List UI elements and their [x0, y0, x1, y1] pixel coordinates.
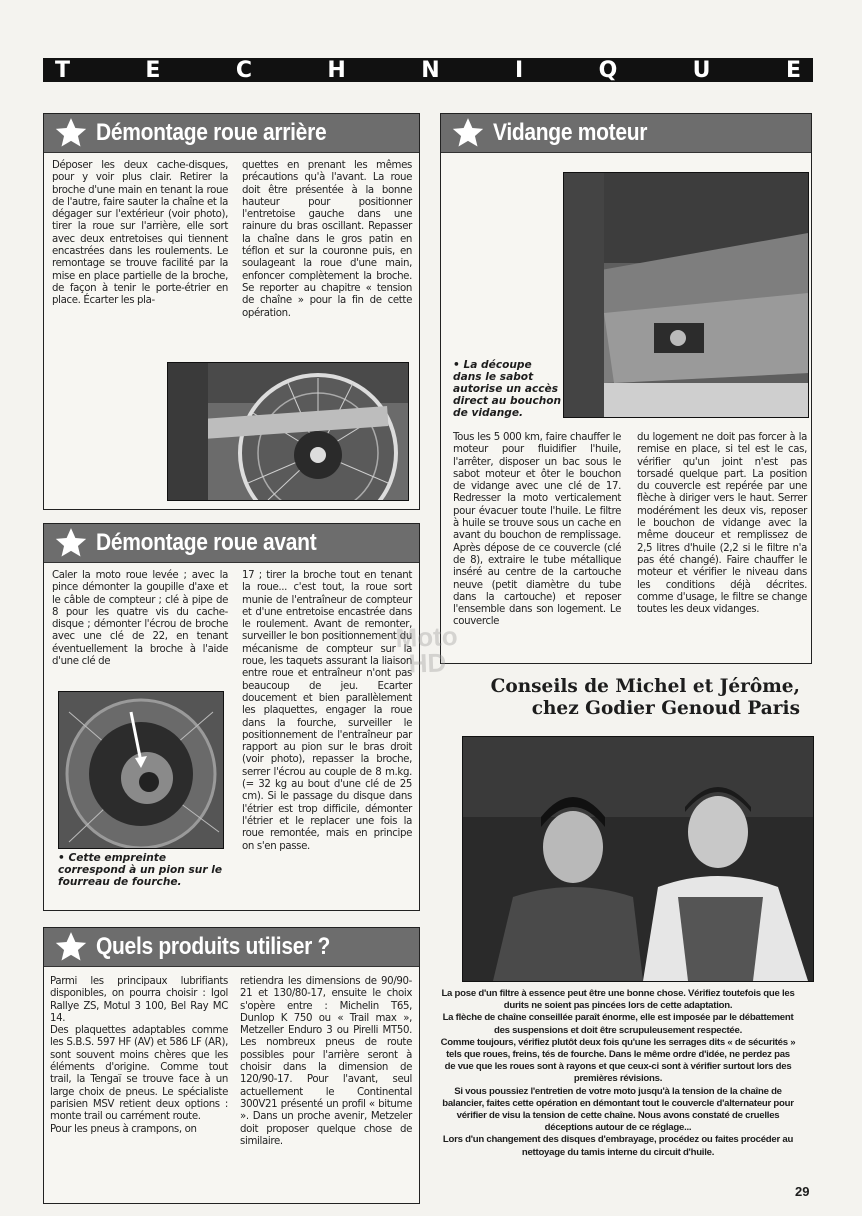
rear-wheel-photo — [167, 362, 409, 501]
mechanics-image — [463, 737, 813, 981]
section-title: Démontage roue avant — [96, 529, 317, 556]
section-title: Démontage roue arrière — [96, 119, 327, 146]
photo-caption: • Cette empreinte correspond à un pion sur le fourreau de fourche. — [58, 852, 223, 888]
oil-change-box — [440, 113, 812, 664]
rear-wheel-box — [43, 113, 420, 510]
banner-letter: C — [235, 57, 252, 83]
banner-letter: I — [515, 57, 524, 83]
body-text-column: retiendra les dimensions de 90/90-21 et 130/80-17, ensuite le choix s'opère entre : Michelin T65, Dunlop K 750 ou « Trail max », Metzeller Enduro 3 ou Pirelli MT50. Les nombreux pneus de route possibles pour l'arrière seront à choisir dans la dimension de 120/90-17. Pour l'avant, seul actuellement le Continental 300V21 présenté un profil « bitume ». Dans un proche avenir, Metzeler doit proposer quelque chose de similaire. — [240, 976, 412, 1147]
banner-letter: E — [145, 57, 161, 83]
hub-image — [59, 692, 223, 848]
body-text-column: Déposer les deux cache-disques, pour y voir plus clair. Retirer la broche d'une main en tenant la roue de l'autre, faire sauter la chaîne et la dégager sur l'extérieur (voir photo), tirer la roue sur l'arrière, elle sort avec deux entretoises qui tiennent encastrées dans les roulements. Le remontage se trouve facilité par la mise en place partielle de la broche, de façon à tenir le porte-étrier en place. Écarter les pla- — [52, 160, 228, 307]
body-text-column: Caler la moto roue levée ; avec la pince démonter la goupille d'axe et le câble de compteur ; clé à pipe de 8 pour les quatre vis du cache-disque ; démonter l'écrou de broche avec une clé de 22, en tenant éventuellement la broche à l'aide d'une clé de — [52, 570, 228, 668]
watermark: MotoHD — [394, 620, 459, 679]
star-icon — [54, 526, 88, 560]
sump-image — [564, 173, 808, 417]
page-number: 29 — [795, 1184, 810, 1199]
engine-sump-photo — [563, 172, 809, 418]
banner-letter: Q — [598, 57, 618, 83]
front-hub-photo — [58, 691, 224, 849]
body-text-column: Tous les 5 000 km, faire chauffer le moteur pour fluidifier l'huile, l'arrêter, disposer un bac sous le sabot moteur et ôter le bouchon de vidange avec une clé de 17. Redresser la moto verticalement pour évacuer toute l'huile. Le filtre à huile se trouve sous un cache en avant du bouchon de remplissage. Après dépose de ce couvercle (clé de 8), extraire le tube métallique inséré au centre de la cartouche neuve (petit diamètre du tube dans la cartouche) et reposer l'ensemble dans son logement. Le couvercle — [453, 432, 621, 628]
body-text-column: du logement ne doit pas forcer à la remise en place, si tel est le cas, vérifier qu'un joint n'est pas torsadé quelque part. La position du couvercle est repérée par une flèche à diriger vers le haut. Serrer modérément les deux vis, reposer le bouchon de vidange avec la même douceur et remplissez de 2,5 litres d'huile (2,2 si le filtre n'a pas été changé). Faire chauffer le moteur et vérifier le niveau dans les conditions déjà décrites. comme d'usage, le filtre se change toutes les deux vidanges. — [637, 432, 807, 616]
body-text-column: quettes en prenant les mêmes précautions qu'à l'avant. La roue doit être présentée à la bonne hauteur pour positionner l'entretoise gauche dans une rainure du bras oscillant. Repasser la chaîne dans le gros patin en téflon et sur la couronne puis, en soulageant la roue d'une main, enfoncer complètement la broche. Se reporter au chapitre « tension de chaîne » pour la fin de cette opération. — [242, 160, 412, 319]
advice-text: La pose d'un filtre à essence peut être une bonne chose. Vérifiez toutefois que les durits ne soient pas pincées lors de cette adaptation. La flèche de chaîne conseillée paraît énorme, elle est imposée par le débattement des suspensions et doit être scrupuleusement respectée. Comme toujours, vérifiez plutôt deux fois qu'une les serrages dits « de sécurités » tels que roues, freins, tés de fourche. Dans le même ordre d'idée, ne perdez pas de vue que les roues sont à rayons et que ceux-ci sont à vérifier surtout lors des premières révisions. Si vous poussiez l'entretien de votre moto jusqu'à la tension de la chaîne de balancier, faites cette opération en démontant tout le couvercle d'alternateur pour vérifier de visu la tension de cette chaîne. Nous avons constaté de cruelles déceptions autour de ce réglage... Lors d'un changement des disques d'embrayage, procédez ou faites procéder au nettoyage du tamis interne du circuit d'huile. — [440, 988, 796, 1158]
section-header — [44, 114, 419, 153]
mechanics-photo — [462, 736, 814, 982]
banner-letter: E — [785, 57, 801, 83]
star-icon — [451, 116, 485, 150]
front-wheel-box — [43, 523, 420, 911]
photo-caption: • La découpe dans le sabot autorise un accès direct au bouchon de vidange. — [453, 359, 562, 419]
banner-letter: N — [421, 57, 440, 83]
body-text-column: Parmi les principaux lubrifiants disponibles, on pourra choisir : Igol Rallye ZS, Motul 3 100, Bel Ray MC 14. Des plaquettes adaptables comme les S.B.S. 597 HF (AV) et 586 LF (AR), sont souvent moins chères que les éléments d'origine. Comme tout trail, la Tengaï se trouve face à un large choix de pneus. Le spécialiste parisien MSV retient deux options : monte trail ou carrément route. Pour les pneus à crampons, on — [50, 976, 228, 1135]
star-icon — [54, 116, 88, 150]
advice-title-line: chez Godier Genoud Paris — [531, 698, 800, 719]
banner-letter: T — [55, 57, 71, 83]
section-header — [441, 114, 811, 153]
advice-title — [440, 676, 800, 720]
section-header — [44, 928, 419, 967]
section-title: Quels produits utiliser ? — [96, 933, 331, 960]
section-title: Vidange moteur — [493, 119, 648, 146]
star-icon — [54, 930, 88, 964]
wheel-image — [168, 363, 408, 500]
section-banner — [43, 58, 813, 82]
body-text-column: 17 ; tirer la broche tout en tenant la roue... c'est tout, la roue sort munie de l'entraîneur de compteur et d'une entretoise encastrée dans le roulement. Avant de remonter, surveiller le bon positionnement du mécanisme de compteur sur la roue, les taquets assurant la liaison entre roue et entraîneur n'ont pas beaucoup de jeu. Ecarter doucement et bien parallèlement les plaquettes, engager la roue dans la fourche, surveiller le positionnement de l'entraîneur par rapport au pion sur le bras droit (voir photo), repasser la broche, serrer l'écrou au couple de 8 m.kg. (= 32 kg au bout d'une clé de 25 cm). Si le passage du disque dans l'étrier est trop difficile, démonter l'étrier et le replacer une fois la roue remontée, mais en principe on s'en passe. — [242, 570, 412, 852]
banner-letter: U — [692, 57, 711, 83]
products-box — [43, 927, 420, 1204]
advice-title-line: Conseils de Michel et Jérôme, — [490, 676, 800, 697]
banner-letter: H — [327, 57, 346, 83]
section-header — [44, 524, 419, 563]
